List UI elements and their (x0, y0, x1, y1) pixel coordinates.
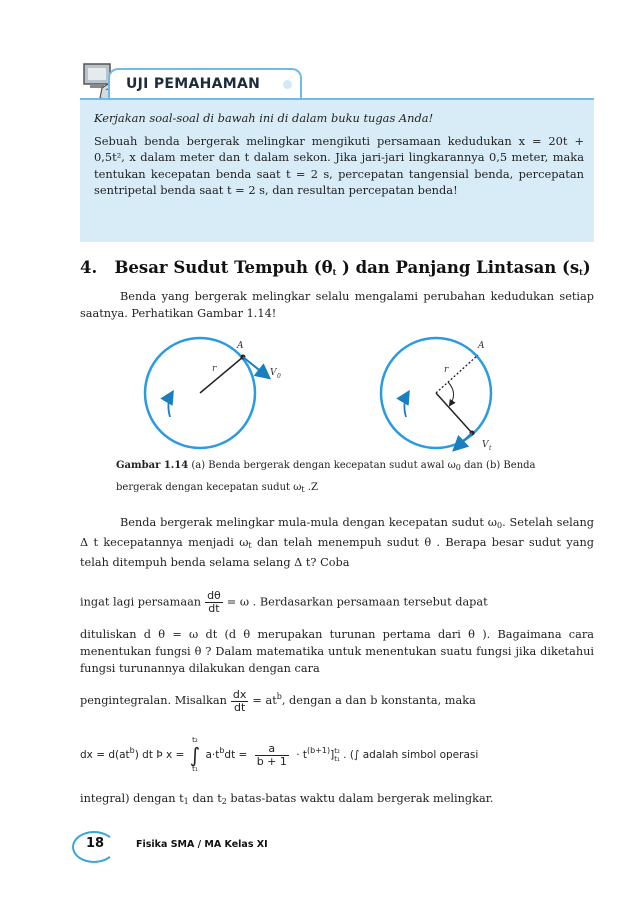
footer-book-title: Fisika SMA / MA Kelas XI (136, 839, 268, 850)
page-title: UJI PEMAHAMAN (126, 76, 261, 92)
angle-arc-right (448, 382, 454, 405)
rotation-arrow-left (168, 393, 172, 417)
section-title-a: Besar Sudut Tempuh (θ (114, 258, 333, 277)
section-title-b: ) dan Panjang Lintasan (s (336, 258, 580, 277)
exercise-instruction: Kerjakan soal-soal di bawah ini di dalam buku tugas Anda! (94, 111, 434, 125)
bracket-limits: t₂ t₁ (334, 747, 340, 763)
section-title-c: ) (582, 258, 591, 277)
label-r-left: r (212, 364, 217, 374)
radius-right-final (436, 393, 472, 433)
rotation-arrow-right (404, 393, 408, 417)
figure-circular-motion (140, 335, 520, 455)
body-paragraph-3: dituliskan d θ = ω dt (d θ merupakan turunan pertama dari θ ). Bagaimana cara menentukan fungsi θ ? Dalam matematika untuk menentukan suatu fungsi jika diketahui fungsi turunannya dilakukan dengan cara (80, 628, 594, 675)
caption-label: Gambar 1.14 (116, 460, 189, 471)
section-title-sub2: t (579, 267, 583, 277)
body-paragraph-1: Benda bergerak melingkar mula-mula dengan kecepatan sudut $\omega_0$. Setelah selang Δ t kecepatannya menjadi $\omega_t$ dan telah menempuh sudut θ . Berapa besar sudut yang telah ditempuh benda selama selang Δ t? Coba (80, 516, 595, 569)
exercise-box (80, 98, 594, 242)
page-number: 18 (86, 836, 105, 851)
label-r-right: r (444, 365, 449, 375)
integral-sign: t₂ ∫ t₁ (189, 736, 201, 773)
intro-paragraph: Benda yang bergerak melingkar selalu mengalami perubahan kedudukan setiap saatnya. Perhatikan Gambar 1.14! (80, 290, 594, 320)
label-a-left: A (237, 341, 244, 351)
decorative-dot (283, 80, 292, 89)
fraction-dx-dt: $\frac{dx}{dt}$ (232, 687, 247, 714)
caption-text3: .Z (304, 482, 318, 493)
body-paragraph-6: integral) dengan $t_1$ dan $t_2$ batas-batas waktu dalam bergerak melingkar. (80, 792, 494, 806)
caption-sub1: t (301, 485, 305, 494)
section-heading (80, 258, 591, 277)
radius-left (200, 357, 243, 393)
body-paragraph-2: ingat lagi persamaan $\frac{d\theta}{dt}$ = ω . Berdasarkan persamaan tersebut dapat (80, 589, 488, 615)
label-v-left: V (270, 368, 277, 378)
velocity-vector-left (243, 357, 268, 377)
caption-text: (a) Benda bergerak dengan kecepatan sudut awal ω (188, 460, 456, 471)
label-v-sub-right: t (489, 445, 492, 452)
radius-right-initial (436, 355, 478, 393)
body-paragraph-4: pengintegralan. Misalkan $\frac{dx}{dt}$ = $at^b$, dengan a dan b konstanta, maka (80, 687, 476, 714)
fraction-a-bplus1: $\frac{a}{b + 1}$ (256, 741, 287, 768)
label-v-sub-left: 0 (277, 373, 281, 380)
body-equation-integral: dx = $d(at^b)$ dt Þ x = t₂ ∫ t₁ $a\cdot t^bdt$ = $\frac{a}{b + 1}$ · $t^{(b+1)}$] t₂ t₁ . (∫ adalah simbol operasi (80, 736, 479, 773)
section-title-sub: t (332, 267, 337, 277)
figure-caption (116, 456, 578, 500)
fraction-dtheta-dt: $\frac{d\theta}{dt}$ (207, 589, 221, 615)
caption-text2: dan (b) Benda bergerak dengan kecepatan sudut ω (116, 460, 536, 493)
caption-sub0: 0 (455, 463, 461, 472)
label-a-right: A (478, 341, 485, 351)
section-number: 4. (80, 258, 98, 277)
exercise-problem: Sebuah benda bergerak melingkar mengikuti persamaan kedudukan x = 20t + 0,5t², x dalam meter dan t dalam sekon. Jika jari-jari lingkarannya 0,5 meter, maka tentukan kecepatan benda saat t = 2 s, percepatan tangensial benda, percepatan sentripetal benda saat t = 2 s, dan resultan percepatan benda! (94, 133, 584, 197)
label-v-right: V (482, 440, 489, 450)
velocity-vector-right (455, 433, 472, 449)
